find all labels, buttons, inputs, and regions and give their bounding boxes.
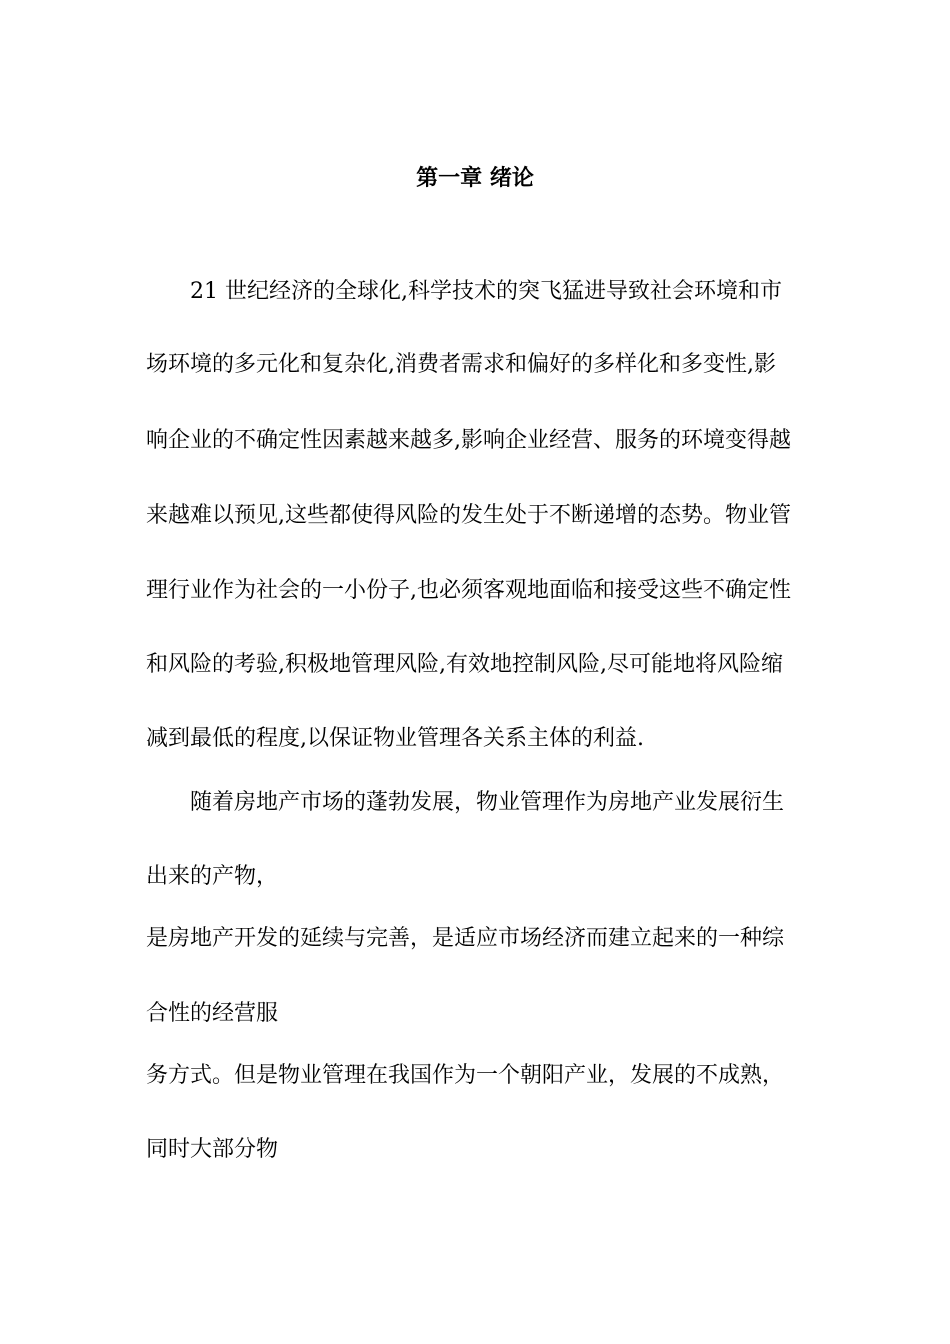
paragraph-1-line-2: 场环境的多元化和复杂化,消费者需求和偏好的多样化和多变性,影 — [146, 352, 776, 377]
paragraph-1-line-3: 响企业的不确定性因素越来越多,影响企业经营、服务的环境变得越 — [146, 428, 791, 453]
paragraph-2-line-4: 合性的经营服 — [146, 1001, 279, 1026]
paragraph-2-line-2: 出来的产物， — [146, 864, 279, 889]
paragraph-2-line-6: 同时大部分物 — [146, 1137, 279, 1162]
chapter-title: 第一章 绪论 — [416, 166, 534, 191]
paragraph-2-line-5: 务方式。但是物业管理在我国作为一个朝阳产业，发展的不成熟， — [146, 1063, 785, 1088]
paragraph-1-line-1: 21 世纪经济的全球化,科学技术的突飞猛进导致社会环境和市 — [190, 279, 782, 304]
paragraph-1-line-4: 来越难以预见,这些都使得风险的发生处于不断递增的态势。物业管 — [146, 503, 791, 528]
paragraph-2-line-3: 是房地产开发的延续与完善，是适应市场经济而建立起来的一种综 — [146, 926, 785, 951]
paragraph-2-line-1: 随着房地产市场的蓬勃发展，物业管理作为房地产业发展衍生 — [190, 790, 785, 815]
paragraph-1-line-5: 理行业作为社会的一小份子,也必须客观地面临和接受这些不确定性 — [146, 578, 791, 603]
paragraph-1-line-6: 和风险的考验,积极地管理风险,有效地控制风险,尽可能地将风险缩 — [146, 652, 783, 677]
paragraph-1-line-7: 减到最低的程度,以保证物业管理各关系主体的利益. — [146, 726, 644, 751]
